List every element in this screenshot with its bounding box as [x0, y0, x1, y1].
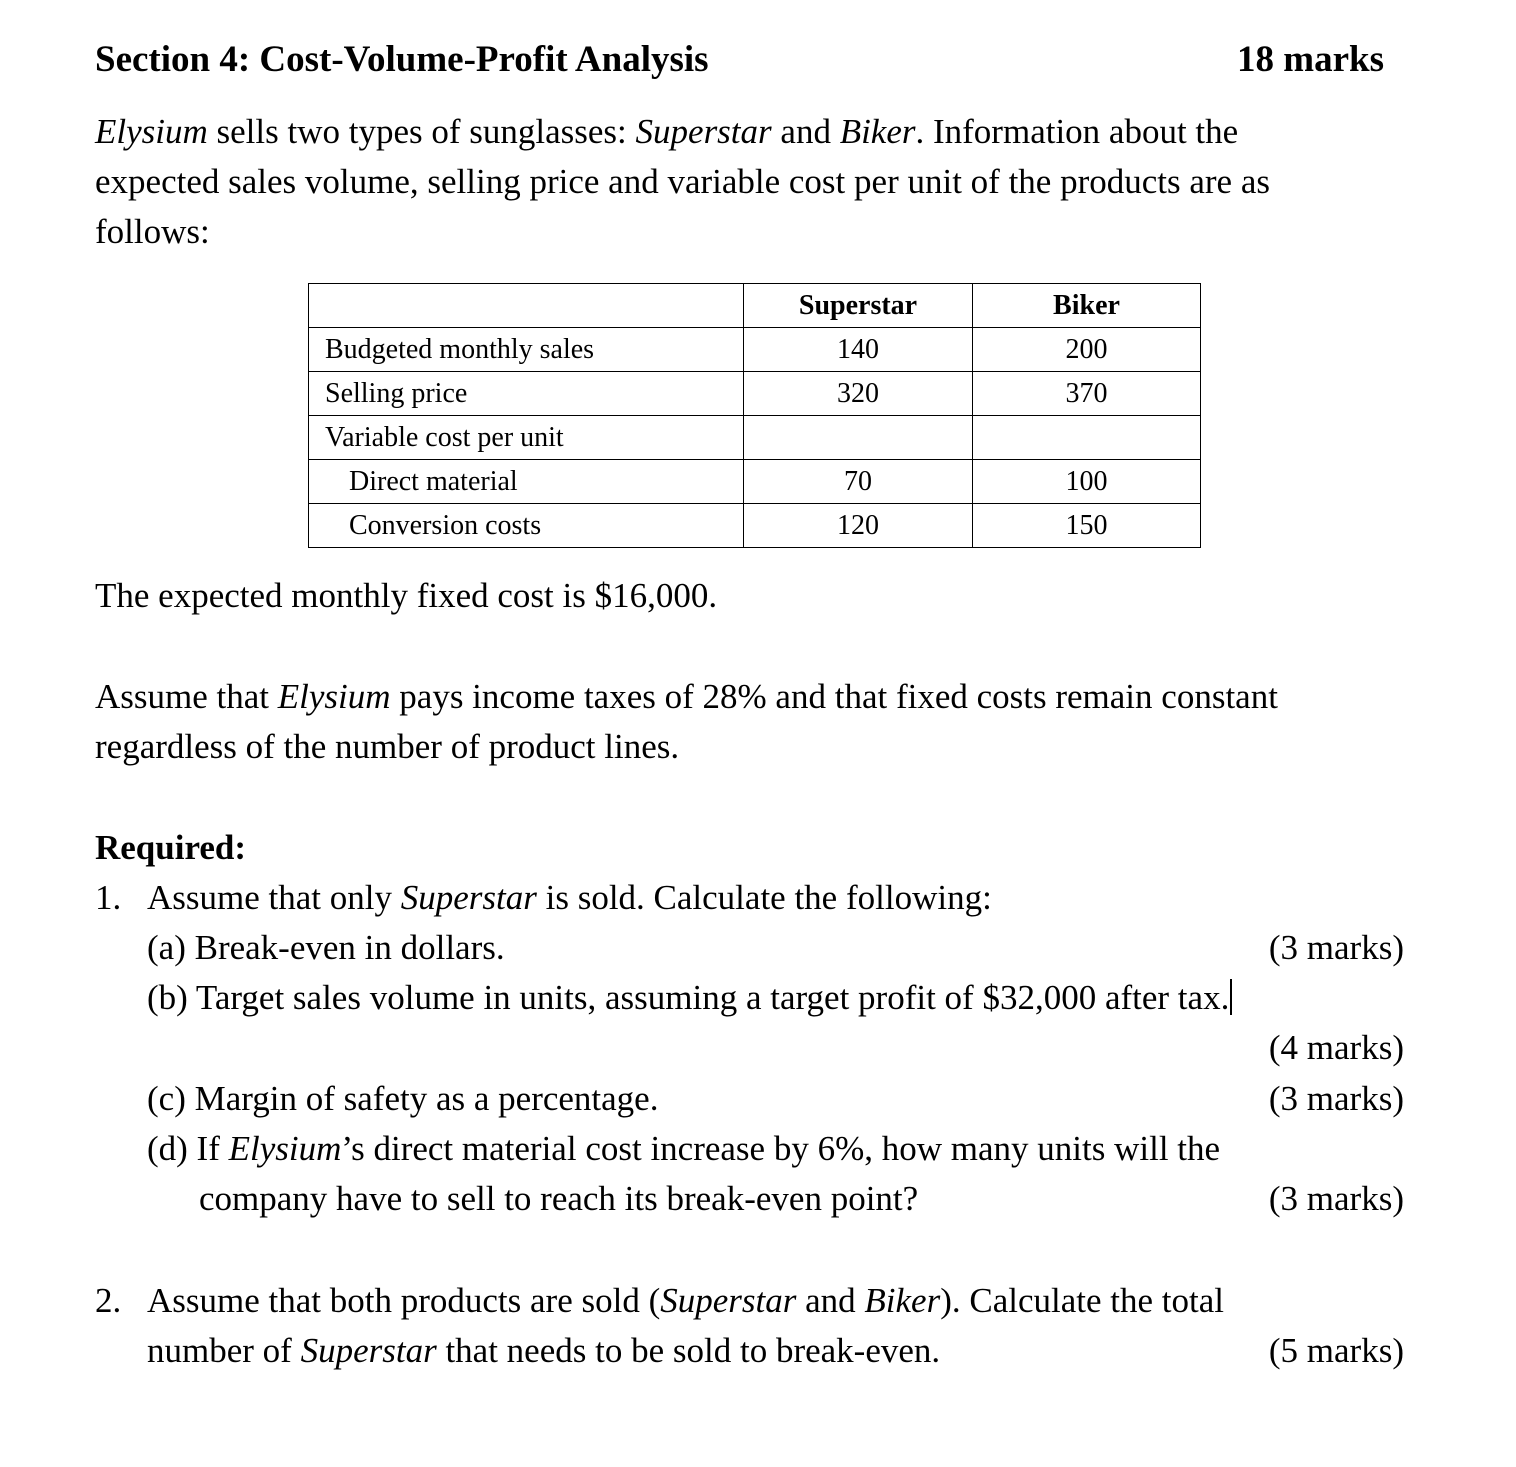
intro-line-2: expected sales volume, selling price and variable cost per unit of the products are as	[95, 162, 1270, 201]
question-1d-marks: (3 marks)	[1268, 1179, 1404, 1218]
question-2-line-1	[147, 1276, 1224, 1326]
question-text: Assume that only	[147, 878, 401, 917]
table-header-cell: Biker	[973, 284, 1201, 328]
section-marks: 18 marks	[1237, 39, 1384, 80]
assumption-line-1	[95, 672, 1278, 722]
table-row	[309, 416, 1201, 460]
product-name: Superstar	[635, 112, 772, 151]
question-1b-text: (b) Target sales volume in units, assuming a target profit of $32,000 after tax.	[147, 978, 1230, 1017]
row-label: Direct material	[309, 460, 744, 504]
table-row	[309, 460, 1201, 504]
intro-line-1	[95, 107, 1238, 157]
table-row	[309, 504, 1201, 548]
row-label: Conversion costs	[309, 504, 744, 548]
superstar-value: 140	[744, 328, 973, 372]
question-text: number of	[147, 1331, 301, 1370]
row-label: Variable cost per unit	[309, 416, 744, 460]
intro-text: and	[771, 112, 840, 151]
question-1-number: 1.	[95, 878, 122, 917]
product-name: Superstar	[660, 1281, 797, 1320]
company-name: Elysium	[228, 1129, 342, 1168]
row-label: Budgeted monthly sales	[309, 328, 744, 372]
superstar-value	[744, 416, 973, 460]
assumption-text: Assume that	[95, 677, 278, 716]
question-2-marks: (5 marks)	[1268, 1331, 1404, 1370]
question-2-line-2	[147, 1326, 940, 1376]
question-1d-line-2: company have to sell to reach its break-even point?	[199, 1179, 919, 1218]
question-text: Assume that both products are sold (	[147, 1281, 661, 1320]
superstar-value: 120	[744, 504, 973, 548]
question-1-text	[147, 873, 992, 923]
question-2-number: 2.	[95, 1281, 122, 1320]
question-1b-marks: (4 marks)	[1268, 1028, 1404, 1067]
product-name: Superstar	[400, 878, 537, 917]
table-row	[309, 328, 1201, 372]
product-name: Superstar	[300, 1331, 437, 1370]
question-text: (d) If	[147, 1129, 229, 1168]
question-text: is sold. Calculate the following:	[536, 878, 992, 917]
question-text: ’s direct material cost increase by 6%, how many units will the	[341, 1129, 1221, 1168]
intro-line-3: follows:	[95, 212, 210, 251]
table-header-row	[309, 284, 1201, 328]
assumption-line-2: regardless of the number of product lines.	[95, 727, 680, 766]
company-name: Elysium	[95, 112, 208, 151]
question-1d-line-1	[147, 1124, 1220, 1174]
table-header-cell	[309, 284, 744, 328]
biker-value: 100	[973, 460, 1201, 504]
question-1a-marks: (3 marks)	[1268, 928, 1404, 967]
question-text: that needs to be sold to break-even.	[436, 1331, 941, 1370]
table-row	[309, 372, 1201, 416]
product-data-table	[308, 283, 1201, 548]
biker-value: 150	[973, 504, 1201, 548]
superstar-value: 70	[744, 460, 973, 504]
question-text: and	[796, 1281, 865, 1320]
table-header-cell: Superstar	[744, 284, 973, 328]
question-1a-text: (a) Break-even in dollars.	[147, 928, 505, 967]
required-heading: Required:	[95, 828, 247, 867]
biker-value	[973, 416, 1201, 460]
text-cursor	[1230, 979, 1232, 1015]
intro-text: sells two types of sunglasses:	[207, 112, 636, 151]
company-name: Elysium	[277, 677, 391, 716]
product-name: Biker	[839, 112, 916, 151]
row-label: Selling price	[309, 372, 744, 416]
biker-value: 200	[973, 328, 1201, 372]
question-text: ). Calculate the total	[940, 1281, 1224, 1320]
section-title: Section 4: Cost-Volume-Profit Analysis	[95, 39, 709, 80]
intro-text: . Information about the	[915, 112, 1239, 151]
question-1c-text: (c) Margin of safety as a percentage.	[147, 1079, 659, 1118]
question-1c-marks: (3 marks)	[1268, 1079, 1404, 1118]
fixed-cost-text: The expected monthly fixed cost is $16,000.	[95, 576, 718, 615]
assumption-text: pays income taxes of 28% and that fixed costs remain constant	[390, 677, 1278, 716]
question-1b-line	[147, 973, 1232, 1023]
product-name: Biker	[864, 1281, 941, 1320]
superstar-value: 320	[744, 372, 973, 416]
biker-value: 370	[973, 372, 1201, 416]
